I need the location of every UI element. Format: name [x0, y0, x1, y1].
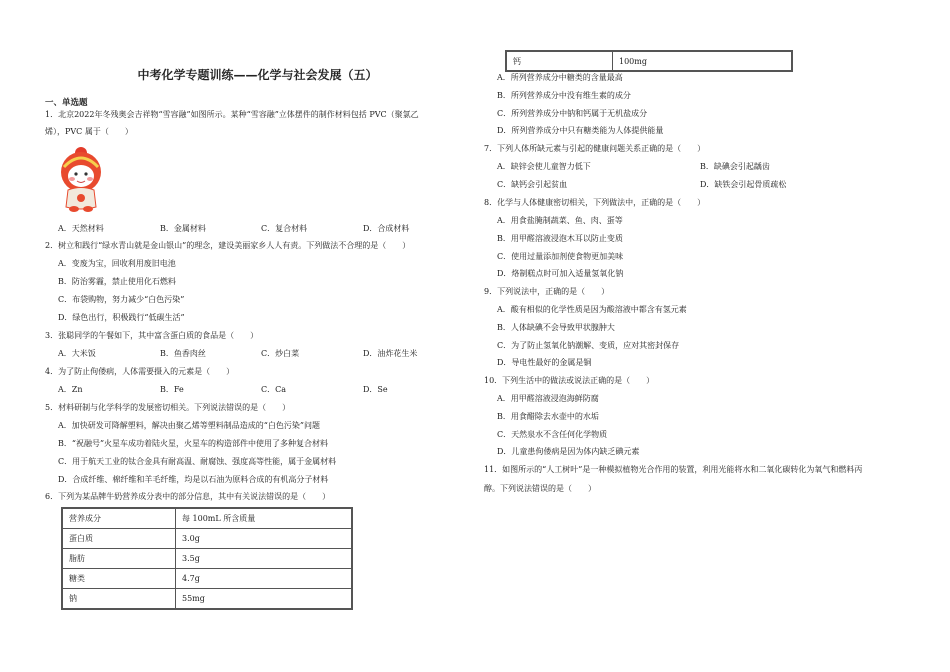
q3-option-d[interactable]: D．油炸花生米 — [363, 349, 418, 358]
question-1-stem: 1．北京2022年冬残奥会吉祥物“雪容融”如图所示。某种“雪容融”立体摆件的制作材料包括 PVC（聚氯乙 — [45, 110, 419, 119]
question-11-stem-cont: 醇。下列说法错误的是（ ） — [484, 484, 596, 493]
question-9-stem: 9．下列说法中，正确的是（ ） — [484, 287, 610, 296]
table-header-cell: 营养成分 — [62, 508, 176, 529]
q6-option-b[interactable]: B．所列营养成分中没有维生素的成分 — [497, 91, 631, 100]
q10-option-c[interactable]: C．天然泉水不含任何化学物质 — [497, 430, 608, 439]
table-row — [506, 51, 792, 71]
table-cell: 3.0g — [176, 529, 353, 549]
q4-option-d[interactable]: D．Se — [363, 385, 388, 394]
table-cell: 钠 — [62, 589, 176, 610]
q4-option-b[interactable]: B．Fe — [160, 385, 184, 394]
q3-option-c[interactable]: C．炒白菜 — [261, 349, 300, 358]
q5-option-d[interactable]: D．合成纤维、棉纤维和羊毛纤维，均是以石油为原料合成的有机高分子材料 — [58, 475, 329, 484]
question-11-stem: 11．如图所示的“人工树叶”是一种模拟植物光合作用的装置，利用光能将水和二氧化碳转化为氧气和燃料丙 — [484, 465, 863, 474]
table-cell: 脂肪 — [62, 549, 176, 569]
q1-option-a[interactable]: A．天然材料 — [58, 224, 104, 233]
table-cell: 糖类 — [62, 569, 176, 589]
question-8-stem: 8．化学与人体健康密切相关，下列做法中，正确的是（ ） — [484, 198, 706, 207]
table-row — [62, 529, 352, 549]
q5-option-b[interactable]: B．“祝融号”火星车成功着陆火星，火星车的构造部件中使用了多种复合材料 — [58, 439, 329, 448]
q7-option-c[interactable]: C．缺钙会引起贫血 — [497, 180, 568, 189]
xuerongrong-mascot-icon — [56, 145, 106, 213]
question-2-stem: 2．树立和践行“绿水青山就是金山银山”的理念，建设美丽家乡人人有责。下列做法不合理的是（ ） — [45, 241, 411, 250]
table-row — [62, 589, 352, 610]
q9-option-b[interactable]: B．人体缺碘不会导致甲状腺肿大 — [497, 323, 615, 332]
nutrition-table — [61, 507, 353, 610]
table-row — [62, 569, 352, 589]
q5-option-a[interactable]: A．加快研发可降解塑料，解决由聚乙烯等塑料制品造成的“白色污染”问题 — [58, 421, 320, 430]
q6-option-c[interactable]: C．所列营养成分中钠和钙属于无机盐成分 — [497, 109, 648, 118]
q2-option-c[interactable]: C．布袋购物，努力减少“白色污染” — [58, 295, 185, 304]
question-4-stem: 4．为了防止佝偻病，人体需要摄入的元素是（ ） — [45, 367, 235, 376]
page-title: 中考化学专题训练——化学与社会发展（五） — [137, 68, 378, 82]
q1-option-b[interactable]: B．金属材料 — [160, 224, 206, 233]
q7-option-a[interactable]: A．缺锌会使儿童智力低下 — [497, 162, 591, 171]
nutrition-table-continued — [505, 50, 793, 72]
question-5-stem: 5．材料研制与化学科学的发展密切相关。下列说法错误的是（ ） — [45, 403, 291, 412]
q10-option-d[interactable]: D．儿童患佝偻病是因为体内缺乏碘元素 — [497, 447, 640, 456]
table-row — [62, 549, 352, 569]
q3-option-a[interactable]: A．大米饭 — [58, 349, 96, 358]
question-6-stem: 6．下列为某品牌牛奶营养成分表中的部分信息，其中有关说法错误的是（ ） — [45, 492, 331, 501]
q2-option-d[interactable]: D．绿色出行，积极践行“低碳生活” — [58, 313, 185, 322]
q8-option-b[interactable]: B．用甲醛溶液浸泡木耳以防止变质 — [497, 234, 623, 243]
table-cell: 3.5g — [176, 549, 353, 569]
q8-option-c[interactable]: C．使用过量添加剂使食物更加美味 — [497, 252, 624, 261]
question-10-stem: 10．下列生活中的做法或说法正确的是（ ） — [484, 376, 655, 385]
q9-option-c[interactable]: C．为了防止氢氧化钠潮解、变质，应对其密封保存 — [497, 341, 680, 350]
q7-option-d[interactable]: D．缺铁会引起骨质疏松 — [700, 180, 787, 189]
q8-option-d[interactable]: D．烙制糕点时可加入适量氢氧化钠 — [497, 269, 624, 278]
q6-option-a[interactable]: A．所列营养成分中糖类的含量最高 — [497, 73, 623, 82]
section-heading: 一、单选题 — [45, 98, 88, 108]
q10-option-a[interactable]: A．用甲醛溶液浸泡海鲜防腐 — [497, 394, 599, 403]
q10-option-b[interactable]: B．用食醋除去水壶中的水垢 — [497, 412, 599, 421]
table-cell: 钙 — [506, 51, 613, 71]
q2-option-a[interactable]: A．变废为宝，回收利用废旧电池 — [58, 259, 176, 268]
table-cell: 4.7g — [176, 569, 353, 589]
q3-option-b[interactable]: B．鱼香肉丝 — [160, 349, 206, 358]
question-7-stem: 7．下列人体所缺元素与引起的健康问题关系正确的是（ ） — [484, 144, 706, 153]
q4-option-a[interactable]: A．Zn — [58, 385, 83, 394]
question-3-stem: 3．张聪同学的午餐如下，其中富含蛋白质的食品是（ ） — [45, 331, 259, 340]
table-row — [62, 508, 352, 529]
q1-option-c[interactable]: C．复合材料 — [261, 224, 308, 233]
table-cell: 蛋白质 — [62, 529, 176, 549]
q6-option-d[interactable]: D．所列营养成分中只有糖类能为人体提供能量 — [497, 126, 664, 135]
q2-option-b[interactable]: B．防治雾霾，禁止使用化石燃料 — [58, 277, 176, 286]
q9-option-a[interactable]: A．酸有相似的化学性质是因为酸溶液中都含有氢元素 — [497, 305, 687, 314]
q1-option-d[interactable]: D．合成材料 — [363, 224, 410, 233]
q5-option-c[interactable]: C．用于航天工业的钛合金具有耐高温、耐腐蚀、强度高等性能，属于金属材料 — [58, 457, 337, 466]
q8-option-a[interactable]: A．用食盐腌制蔬菜、鱼、肉、蛋等 — [497, 216, 623, 225]
question-1-stem-cont: 烯），PVC 属于（ ） — [45, 127, 133, 136]
q7-option-b[interactable]: B．缺碘会引起龋齿 — [700, 162, 770, 171]
q4-option-c[interactable]: C．Ca — [261, 385, 287, 394]
table-cell: 55mg — [176, 589, 353, 610]
table-cell: 100mg — [613, 51, 793, 71]
q9-option-d[interactable]: D．导电性最好的金属是铜 — [497, 358, 592, 367]
table-header-cell: 每 100mL 所含质量 — [176, 508, 353, 529]
